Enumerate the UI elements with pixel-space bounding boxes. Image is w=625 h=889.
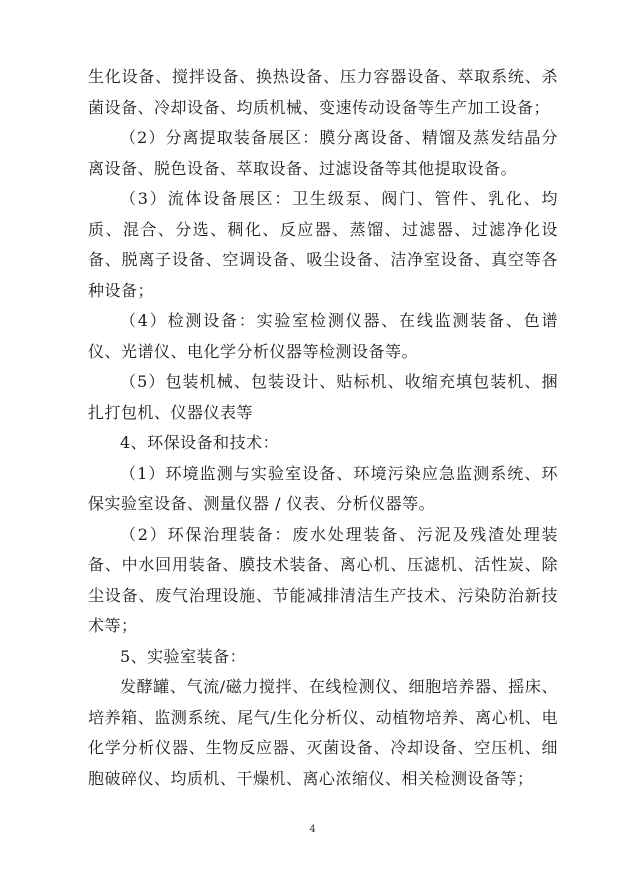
paragraph-laboratory-equipment: 发酵罐、气流/磁力搅拌、在线检测仪、细胞培养器、摇床、培养箱、监测系统、尾气/生化分析仪、动植物培养、离心机、电化学分析仪器、生物反应器、灭菌设备、冷却设备、空压机、细胞破碎仪、均质机、干燥机、离心浓缩仪、相关检测设备等； xyxy=(88,677,558,788)
section-heading-environmental: 4、环保设备和技术： xyxy=(120,433,280,452)
paragraph-environmental-treatment: （2）环保治理装备：废水处理装备、污泥及残渣处理装备、中水回用装备、膜技术装备、离心机、压滤机、活性炭、除尘设备、废气治理设施、节能减排清洁生产技术、污染防治新技术等； xyxy=(88,524,558,635)
paragraph-testing-equipment: （4）检测设备：实验室检测仪器、在线监测装备、色谱仪、光谱仪、电化学分析仪器等检测设备等。 xyxy=(88,311,558,361)
section-heading-laboratory: 5、实验室装备： xyxy=(120,646,247,666)
document-body xyxy=(88,62,558,794)
page-number: 4 xyxy=(309,824,316,835)
paragraph-separation-equipment: （2）分离提取装备展区：膜分离设备、精馏及蒸发结晶分离设备、脱色设备、萃取设备、过滤设备等其他提取设备。 xyxy=(88,128,558,178)
paragraph-fluid-equipment: （3）流体设备展区：卫生级泵、阀门、管件、乳化、均质、混合、分选、稠化、反应器、蒸馏、过滤器、过滤净化设备、脱离子设备、空调设备、吸尘设备、洁净室设备、真空等各种设备； xyxy=(88,189,558,300)
paragraph-environmental-monitoring: （1）环境监测与实验室设备、环境污染应急监测系统、环保实验室设备、测量仪器 / 仪表、分析仪器等。 xyxy=(88,463,558,513)
paragraph-packaging-machinery: （5）包装机械、包装设计、贴标机、收缩充填包装机、捆扎打包机、仪器仪表等 xyxy=(88,372,558,422)
paragraph-continued-equipment: 生化设备、搅拌设备、换热设备、压力容器设备、萃取系统、杀菌设备、冷却设备、均质机械、变速传动设备等生产加工设备； xyxy=(88,67,558,117)
